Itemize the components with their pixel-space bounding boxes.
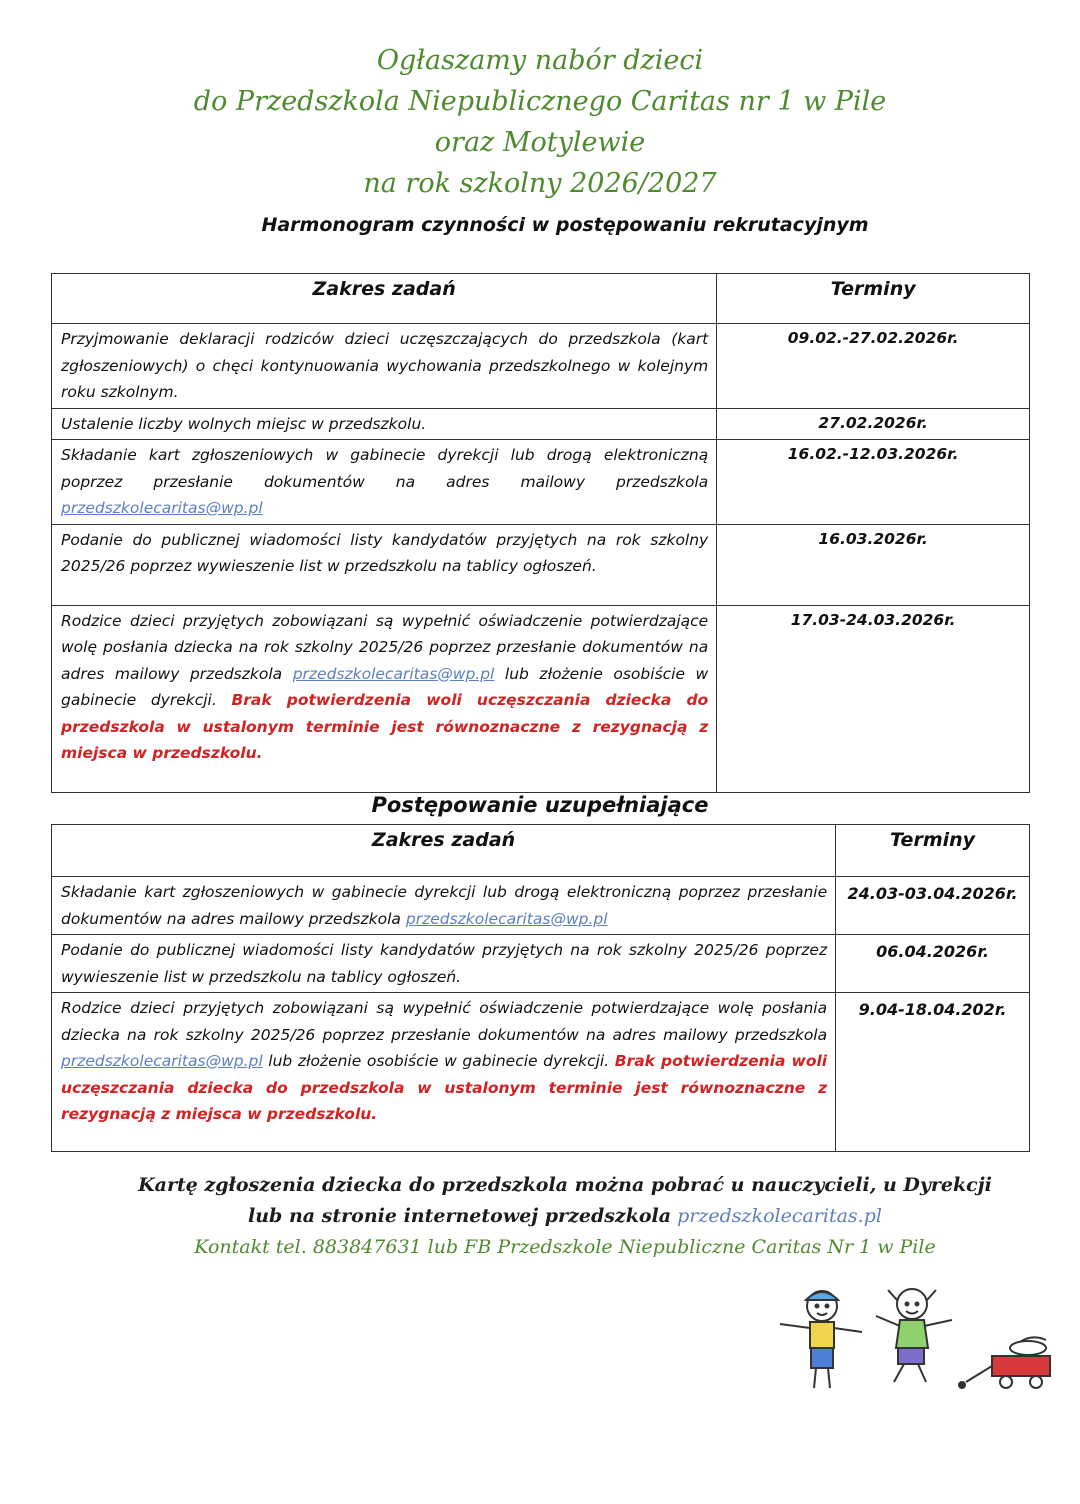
task-text: Rodzice dzieci przyjętych zobowiązani są wypełnić oświadczenie potwierdzające wolę posłania dziecka na rok szkolny 2025/26 poprzez przesłanie dokumentów na adres mailowy przedszkola	[61, 999, 828, 1044]
task-cell: Ustalenie liczby wolnych miejsc w przedszkolu.	[52, 408, 717, 440]
warning-text: Brak potwierdzenia woli uczęszczania dziecka do przedszkola w ustalonym terminie jest równoznaczne z rezygnacją z miejsca w przedszkolu.	[61, 1052, 828, 1123]
table-row	[52, 324, 1030, 409]
warning-text: Brak potwierdzenia woli uczęszczania dziecka do przedszkola w ustalonym terminie jest równoznaczne z rezygnacją z miejsca w przedszkolu.	[61, 691, 709, 762]
table-row	[52, 993, 1030, 1152]
task-cell	[52, 440, 717, 525]
date-cell: 9.04-18.04.202r.	[836, 993, 1030, 1152]
email-link[interactable]: przedszkolecaritas@wp.pl	[61, 499, 263, 517]
title-line-1: Ogłaszamy nabór dzieci	[376, 45, 704, 76]
date-cell: 09.02.-27.02.2026r.	[717, 324, 1030, 409]
footer-contact: Kontakt tel. 883847631 lub FB Przedszkole Niepubliczne Caritas Nr 1 w Pile	[194, 1236, 936, 1258]
children-illustration	[770, 1282, 1060, 1402]
date-cell: 17.03-24.03.2026r.	[717, 605, 1030, 792]
table-row	[52, 408, 1030, 440]
footer-website-label: lub na stronie internetowej przedszkola	[248, 1205, 672, 1227]
boy-figure	[780, 1291, 862, 1388]
girl-figure	[876, 1289, 952, 1382]
column-header-tasks: Zakres zadań	[52, 274, 717, 324]
footer-info	[0, 1170, 1080, 1263]
announcement-title	[0, 40, 1080, 204]
column-header-dates: Terminy	[836, 825, 1030, 877]
task-cell: Podanie do publicznej wiadomości listy kandydatów przyjętych na rok szkolny 2025/26 poprzez wywieszenie list w przedszkolu na tablicy ogłoszeń.	[52, 524, 717, 605]
recruitment-schedule-table	[51, 273, 1030, 793]
table-row	[52, 524, 1030, 605]
title-line-3: oraz Motylewie	[434, 127, 646, 158]
table-header-row	[52, 825, 1030, 877]
task-text: Składanie kart zgłoszeniowych w gabinecie dyrekcji lub drogą elektroniczną poprzez przesłanie dokumentów na adres mailowy przedszkola	[61, 883, 828, 928]
date-cell: 06.04.2026r.	[836, 935, 1030, 993]
table-row	[52, 877, 1030, 935]
email-link[interactable]: przedszkolecaritas@wp.pl	[292, 664, 495, 683]
website-link[interactable]: przedszkolecaritas.pl	[677, 1205, 882, 1227]
task-cell	[52, 877, 836, 935]
table-row	[52, 605, 1030, 792]
task-text-after: lub złożenie osobiście w gabinecie dyrekcji.	[268, 1052, 610, 1070]
date-cell: 16.03.2026r.	[717, 524, 1030, 605]
task-text-after: lub złożenie osobiście w gabinecie dyrekcji.	[61, 664, 709, 709]
email-link[interactable]: przedszkolecaritas@wp.pl	[405, 909, 608, 928]
task-cell: Podanie do publicznej wiadomości listy kandydatów przyjętych na rok szkolny 2025/26 poprzez wywieszenie list w przedszkolu na tablicy ogłoszeń.	[52, 935, 836, 993]
table-header-row	[52, 274, 1030, 324]
table-row	[52, 935, 1030, 993]
column-header-dates: Terminy	[717, 274, 1030, 324]
task-cell	[52, 993, 836, 1152]
date-cell: 16.02.-12.03.2026r.	[717, 440, 1030, 525]
footer-line-1: Kartę zgłoszenia dziecka do przedszkola można pobrać u nauczycieli, u Dyrekcji	[138, 1174, 992, 1196]
column-header-tasks: Zakres zadań	[52, 825, 836, 877]
footer-line-2	[0, 1201, 1080, 1232]
email-link[interactable]: przedszkolecaritas@wp.pl	[61, 1052, 263, 1070]
title-line-4: na rok szkolny 2026/2027	[363, 168, 717, 199]
toy-wagon-with-dog	[959, 1337, 1050, 1388]
task-text: Składanie kart zgłoszeniowych w gabinecie dyrekcji lub drogą elektroniczną poprzez przesłanie dokumentów na adres mailowy przedszkola	[61, 446, 709, 491]
supplementary-procedure-title: Postępowanie uzupełniające	[371, 793, 709, 817]
task-cell: Przyjmowanie deklaracji rodziców dzieci uczęszczających do przedszkola (kart zgłoszeniowych) o chęci kontynuowania wychowania przedszkolnego w kolejnym roku szkolnym.	[52, 324, 717, 409]
date-cell: 27.02.2026r.	[717, 408, 1030, 440]
task-cell	[52, 605, 717, 792]
table-row	[52, 440, 1030, 525]
date-cell: 24.03-03.04.2026r.	[836, 877, 1030, 935]
supplementary-schedule-table	[51, 824, 1030, 1152]
schedule-subtitle: Harmonogram czynności w postępowaniu rekrutacyjnym	[261, 214, 869, 236]
task-text: Rodzice dzieci przyjętych zobowiązani są wypełnić oświadczenie potwierdzające wolę posłania dziecka na rok szkolny 2025/26 poprzez przesłanie dokumentów na adres mailowy przedszkola	[61, 611, 709, 683]
title-line-2: do Przedszkola Niepublicznego Caritas nr 1 w Pile	[193, 86, 887, 117]
